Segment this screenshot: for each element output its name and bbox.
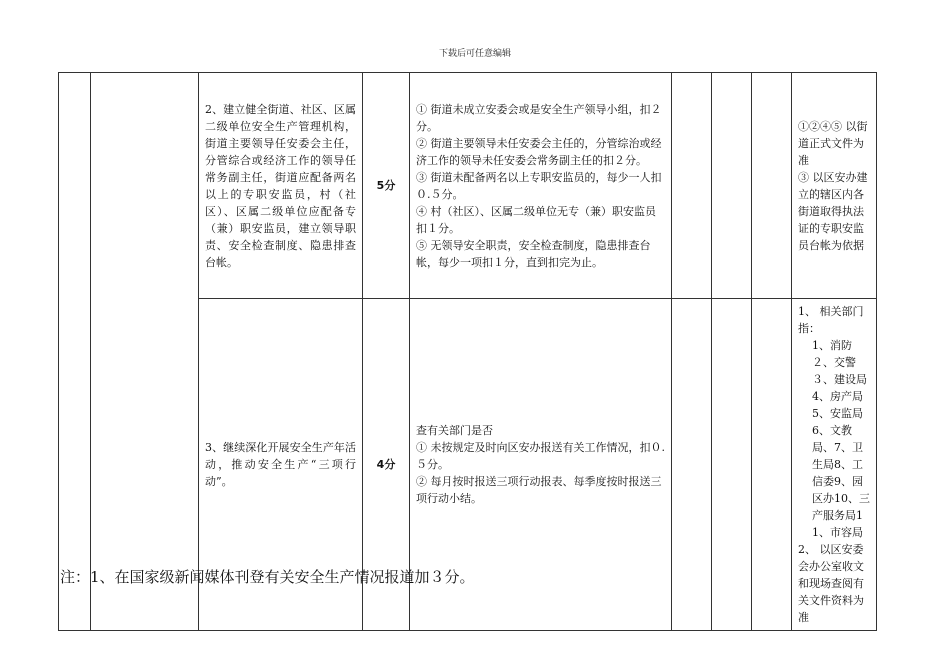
- rule-line: ⑤ 无领导安全职责，安全检查制度，隐患排查台帐，每少一项扣１分，直到扣完为止。: [416, 238, 651, 269]
- rule-line: 查有关部门是否: [416, 424, 493, 437]
- rule-line: ② 每月按时报送三项行动报表、每季度按时报送三项行动小结。: [416, 475, 662, 505]
- basis-line: ①②④⑤ 以街道正式文件为准: [798, 119, 868, 167]
- blank-cell: [712, 73, 752, 299]
- basis-line: ③ 以区安办建立的辖区内各街道取得执法证的专职安监员台帐为依据: [798, 170, 868, 252]
- blank-cell: [752, 73, 792, 299]
- score-value: 4分: [363, 299, 410, 631]
- item-description: 3、继续深化开展安全生产年活动，推动安全生产“三项行动”。: [199, 299, 363, 631]
- basis-note: [792, 299, 877, 631]
- rule-line: ③ 街道未配备两名以上专职安监员的，每少一人扣０.５分。: [416, 170, 662, 201]
- rule-line: ① 街道未成立安委会或是安全生产领导小组，扣２分。: [416, 102, 662, 133]
- score-value: 5分: [363, 73, 410, 299]
- blank-cell: [672, 299, 712, 631]
- basis-note: [792, 73, 877, 299]
- basis-line: 2、 以区安委会办公室收文和现场查阅有关文件资料为准: [798, 543, 864, 624]
- blank-cell: [672, 73, 712, 299]
- header-note: 下载后可任意编辑: [438, 49, 511, 59]
- footnote: 注：1、在国家级新闻媒体刊登有关安全生产情况报道加３分。: [60, 568, 475, 586]
- rule-line: ① 未按规定及时向区安办报送有关工作情况，扣０.５分。: [416, 441, 665, 471]
- rule-line: ④ 村（社区）、区属二级单位无专（兼）职安监员扣１分。: [416, 204, 656, 235]
- item-description: 2、建立健全街道、社区、区属二级单位安全生产管理机构，街道主要领导任安委会主任，分管综合或经济工作的领导任常务副主任，街道应配备两名以上的专职安监员，村（社区）、区属二级单位应配备专（兼）职安监员，建立领导职责、安全检查制度、隐患排查台帐。: [199, 73, 363, 299]
- department-list: 1、消防２、交警３、建设局4、房产局5、安监局6、文教局、7、卫生局8、工信委9、园区办10、三产服务局11、市容局: [812, 339, 870, 539]
- blank-cell: [752, 299, 792, 631]
- rule-line: ② 街道主要领导未任安委会主任的，分管综治或经济工作的领导未任安委会常务副主任的扣２分。: [416, 136, 662, 167]
- blank-cell: [91, 73, 199, 631]
- deduction-rules: [410, 73, 672, 299]
- blank-cell: [712, 299, 752, 631]
- basis-heading: 1、 相关部门指：: [798, 305, 864, 335]
- blank-cell: [59, 73, 91, 631]
- scoring-table: [58, 72, 877, 631]
- table-row: [59, 73, 877, 299]
